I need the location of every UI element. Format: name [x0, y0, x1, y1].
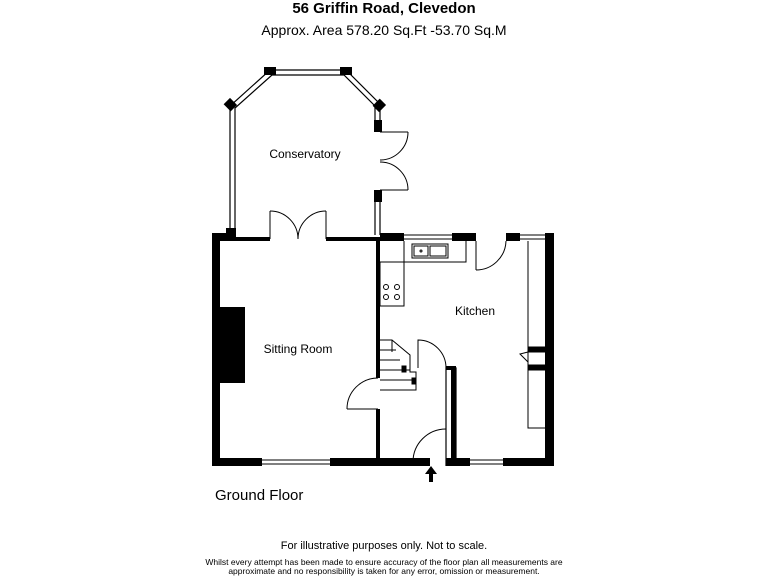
- plan-area: Approx. Area 578.20 Sq.Ft -53.70 Sq.M: [261, 22, 507, 38]
- sitting-room-french-doors: [270, 211, 326, 239]
- kitchen: [380, 233, 554, 466]
- sink: [412, 244, 448, 258]
- post: [374, 120, 382, 132]
- hall: [376, 237, 446, 482]
- room-label-kitchen: Kitchen: [454, 304, 496, 318]
- entrance-arrow-icon: [425, 466, 437, 482]
- chimney-breast: [220, 307, 245, 383]
- kitchen-door: [476, 241, 506, 270]
- cupboard: [520, 347, 545, 370]
- sitting-room: [212, 211, 430, 466]
- hall-door: [418, 340, 446, 368]
- disclaimer-line-1: Whilst every attempt has been made to ensure accuracy of the floor plan all measurements are: [205, 557, 563, 567]
- plan-title: 56 Griffin Road, Clevedon: [292, 0, 476, 17]
- disclaimer: [0, 558, 768, 576]
- post: [264, 67, 276, 75]
- conservatory-french-doors: [380, 132, 408, 190]
- kitchen-worktop: [380, 241, 545, 428]
- sitting-room-door: [347, 378, 378, 409]
- hob: [384, 285, 400, 300]
- staircase: [380, 340, 416, 390]
- post: [340, 67, 352, 75]
- floor-label: Ground Floor: [215, 487, 304, 504]
- illustrative-note: For illustrative purposes only. Not to scale.: [280, 540, 488, 552]
- disclaimer-line-2: approximate and no responsibility is taken for any error, omission or measurement.: [228, 566, 540, 576]
- room-label-conservatory: Conservatory: [269, 147, 341, 161]
- post: [374, 190, 382, 202]
- room-label-sitting-room: Sitting Room: [263, 342, 333, 356]
- front-door: [413, 429, 446, 462]
